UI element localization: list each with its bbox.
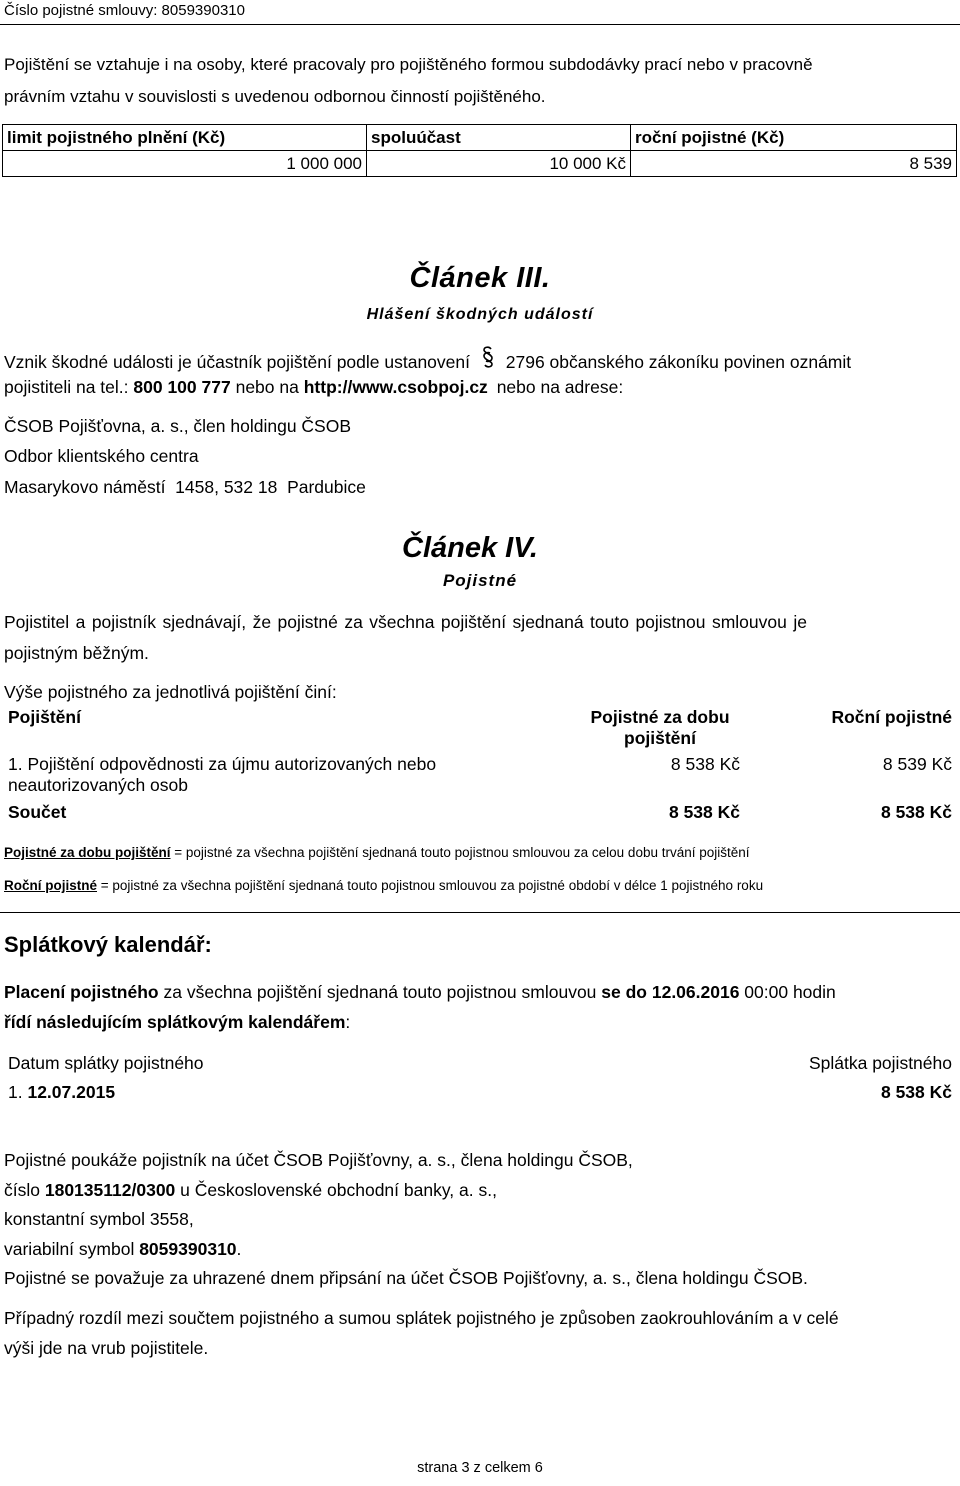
payment-bank: u Československé obchodní banky, a. s., <box>175 1180 497 1200</box>
limits-header-limit: limit pojistného plnění (Kč) <box>3 125 367 151</box>
definition-annual-text: = pojistné za všechna pojištění sjednaná touto pojistnou smlouvou za pojistné období v délce 1 pojistného roku <box>97 878 764 893</box>
article3-subtitle: Hlášení škodných událostí <box>366 306 594 323</box>
premium-sum-period: 8 538 Kč <box>668 802 740 822</box>
schedule-row-date: 12.07.2015 <box>27 1082 116 1102</box>
payment-line-7: výši jde na vrub pojistitele. <box>4 1338 209 1358</box>
article4-title: Článek IV. <box>402 532 538 564</box>
definition-annual <box>4 878 763 893</box>
premium-intro: Výše pojistného za jednotlivá pojištění činí: <box>4 682 337 702</box>
intro-line-2: právním vztahu v souvislosti s uvedenou odbornou činností pojištěného. <box>4 87 546 106</box>
limits-value-limit: 1 000 000 <box>3 151 367 177</box>
schedule-p1-date: se do 12.06.2016 <box>601 982 740 1002</box>
definition-period-text: = pojistné za všechna pojištění sjednaná touto pojistnou smlouvou za celou dobu trvání pojištění <box>170 845 750 860</box>
contract-number: Číslo pojistné smlouvy: 8059390310 <box>4 2 245 19</box>
header-divider <box>0 24 960 25</box>
article3-web-link[interactable]: http://www.csobpoj.cz <box>303 377 488 397</box>
payment-line-4 <box>4 1239 241 1260</box>
definition-annual-term: Roční pojistné <box>4 878 98 893</box>
limits-header-row <box>3 125 957 151</box>
premium-col-annual: Roční pojistné <box>831 707 952 727</box>
premium-row-annual: 8 539 Kč <box>882 754 952 774</box>
limits-value-annual: 8 539 <box>631 151 957 177</box>
article4-subtitle: Pojistné <box>442 571 518 590</box>
premium-col-period-line1: Pojistné za dobu <box>590 707 730 727</box>
schedule-paragraph-line1 <box>4 982 836 1003</box>
article3-text-line2 <box>4 377 623 398</box>
article4-text-1: Pojistitel a pojistník sjednávají, že pojistné za všechna pojištění sjednaná touto pojistnou smlouvou je <box>4 612 807 632</box>
limits-value-deductible: 10 000 Kč <box>367 151 631 177</box>
premium-row-name-line2: neautorizovaných osob <box>8 775 188 795</box>
article3-text-c: pojistiteli na tel.: <box>4 377 129 397</box>
article3-text-b: 2796 občanského zákoníku povinen oznámit <box>505 352 852 372</box>
payment-account-prefix: číslo <box>4 1180 45 1200</box>
payment-line-1: Pojistné poukáže pojistník na účet ČSOB Pojišťovny, a. s., člena holdingu ČSOB, <box>4 1150 633 1170</box>
payment-vs-number: 8059390310 <box>139 1239 237 1259</box>
payment-line-6: Případný rozdíl mezi součtem pojistného a sumou splátek pojistného je způsoben zaokrouhlováním a v celé <box>4 1308 839 1328</box>
page-number: strana 3 z celkem 6 <box>417 1460 543 1476</box>
premium-col-insurance: Pojištění <box>8 707 81 727</box>
article3-text-e: nebo na adrese: <box>496 377 624 397</box>
article3-text-line1 <box>4 346 851 373</box>
schedule-p1-text: za všechna pojištění sjednaná touto pojistnou smlouvou <box>158 982 602 1002</box>
premium-col-period-line2: pojištění <box>624 728 696 748</box>
schedule-row-amount: 8 538 Kč <box>880 1082 952 1102</box>
document-header <box>0 0 960 22</box>
premium-row-period: 8 538 Kč <box>670 754 740 774</box>
schedule-row <box>8 1082 115 1103</box>
definition-period <box>4 845 750 860</box>
payment-line-2 <box>4 1180 497 1201</box>
payment-line-3: konstantní symbol 3558, <box>4 1209 194 1229</box>
payment-vs-dot: . <box>236 1239 242 1259</box>
payment-account-number: 180135112/0300 <box>44 1180 176 1200</box>
limits-header-annual: roční pojistné (Kč) <box>631 125 957 151</box>
address-line-3: Masarykovo náměstí 1458, 532 18 Pardubice <box>4 477 366 497</box>
article3-text-a: Vznik škodné události je účastník pojištění podle ustanovení <box>4 352 470 372</box>
schedule-p1-bold: Placení pojistného <box>4 982 159 1002</box>
premium-col-period <box>570 707 750 749</box>
limits-table <box>2 124 957 177</box>
article4-text-2: pojistným běžným. <box>4 643 149 663</box>
premium-sum-label: Součet <box>8 802 67 822</box>
definitions-divider <box>0 912 960 913</box>
article3-title: Článek III. <box>409 262 551 294</box>
definition-period-term: Pojistné za dobu pojištění <box>4 845 171 860</box>
section-sign-icon <box>481 346 495 373</box>
intro-line-1: Pojištění se vztahuje i na osoby, které pracovaly pro pojištěného formou subdodávky prací nebo v pracovně <box>4 55 813 74</box>
address-line-2: Odbor klientského centra <box>4 446 199 466</box>
schedule-col-amount: Splátka pojistného <box>808 1053 952 1073</box>
schedule-col-date: Datum splátky pojistného <box>8 1053 204 1073</box>
premium-row-name <box>8 754 436 796</box>
limits-value-row <box>3 151 957 177</box>
schedule-title: Splátkový kalendář: <box>4 932 212 957</box>
schedule-p2-colon: : <box>345 1012 351 1032</box>
schedule-row-number: 1. <box>8 1082 28 1102</box>
schedule-p1-time: 00:00 hodin <box>739 982 836 1002</box>
schedule-paragraph-line2 <box>4 1012 350 1033</box>
article3-text-d: nebo na <box>235 377 299 397</box>
premium-sum-annual: 8 538 Kč <box>880 802 952 822</box>
payment-line-5: Pojistné se považuje za uhrazené dnem připsání na účet ČSOB Pojišťovny, a. s., člena holdingu ČSOB. <box>4 1268 808 1288</box>
limits-header-deductible: spoluúčast <box>367 125 631 151</box>
premium-row-name-line1: 1. Pojištění odpovědnosti za újmu autorizovaných nebo <box>8 754 437 774</box>
schedule-p2-bold: řídí následujícím splátkovým kalendářem <box>4 1012 346 1032</box>
address-line-1: ČSOB Pojišťovna, a. s., člen holdingu ČSOB <box>4 416 352 436</box>
article3-phone: 800 100 777 <box>133 377 231 397</box>
payment-vs-prefix: variabilní symbol <box>4 1239 140 1259</box>
